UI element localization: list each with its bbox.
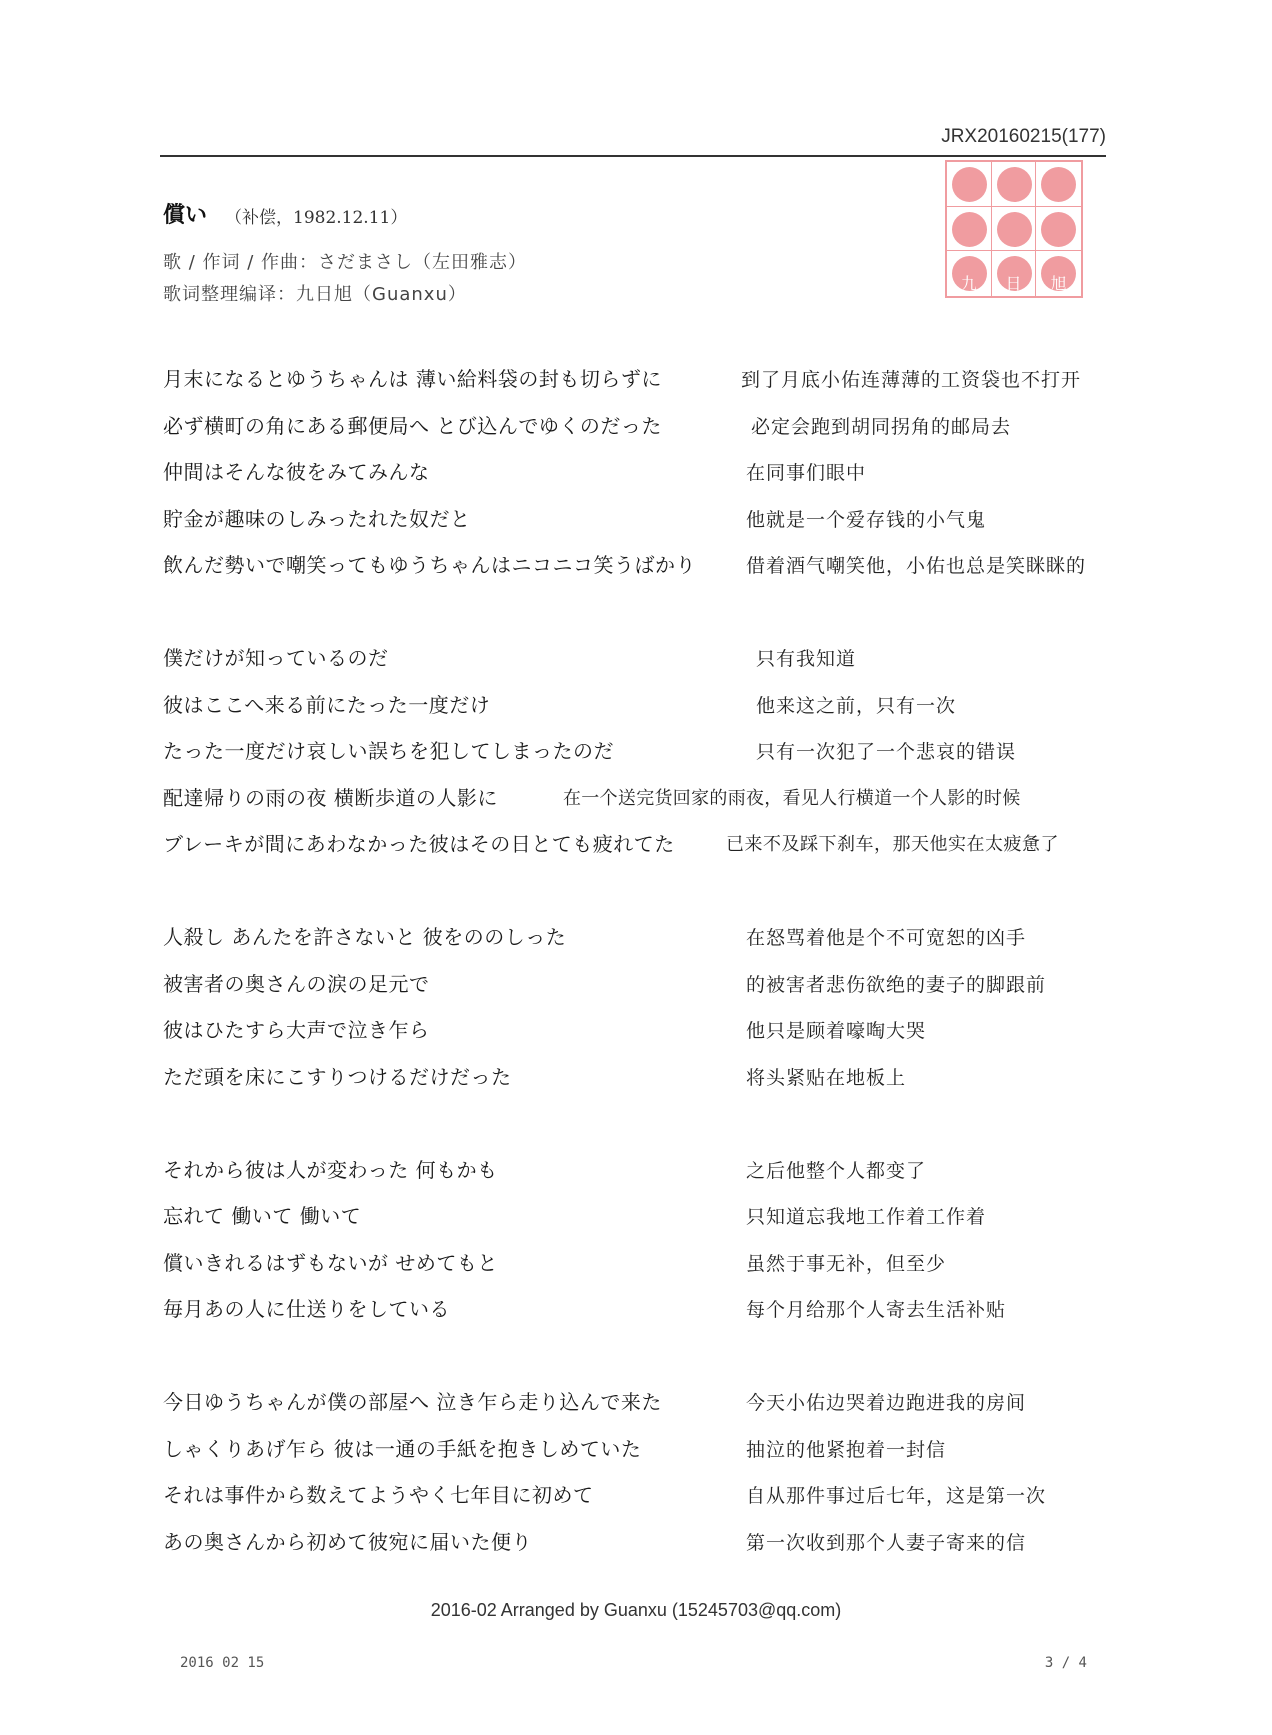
lyric-japanese: 僕だけが知っているのだ <box>163 646 389 670</box>
seal-cell <box>1036 251 1081 296</box>
lyric-line <box>163 1471 1103 1518</box>
seal-cell <box>1036 207 1081 252</box>
lyric-line <box>163 402 1103 449</box>
lyric-japanese: それは事件から数えてようやく七年目に初めて <box>163 1483 594 1507</box>
lyric-line <box>163 1378 1103 1425</box>
lyric-line <box>163 681 1103 728</box>
lyric-chinese: 已来不及踩下刹车，那天他实在太疲惫了 <box>726 834 1059 855</box>
lyric-line <box>163 1285 1103 1332</box>
seal-dot <box>1041 167 1076 202</box>
lyric-japanese: 彼はここへ来る前にたった一度だけ <box>163 692 491 717</box>
lyric-japanese: 月末になるとゆうちゃんは 薄い給料袋の封も切らずに <box>163 367 662 391</box>
seal-cell <box>947 207 992 252</box>
lyric-japanese: 人殺し あんたを許さないと 彼をののしった <box>163 925 567 949</box>
header-rule <box>160 155 1106 157</box>
lyric-chinese: 只知道忘我地工作着工作着 <box>746 1206 987 1228</box>
lyric-line <box>163 355 1103 402</box>
lyric-chinese: 必定会跑到胡同拐角的邮局去 <box>751 415 1012 438</box>
lyric-line <box>163 1425 1103 1472</box>
lyric-chinese: 在同事们眼中 <box>746 462 867 484</box>
lyric-line <box>163 1146 1103 1193</box>
lyric-japanese: 今日ゆうちゃんが僕の部屋へ 泣き乍ら走り込んで来た <box>163 1390 662 1414</box>
lyric-japanese: 必ず横町の角にある郵便局へ とび込んでゆくのだった <box>163 413 662 438</box>
lyric-chinese: 他只是顾着嚎啕大哭 <box>746 1020 927 1042</box>
lyric-line <box>163 913 1103 960</box>
seal-cell <box>992 251 1037 296</box>
lyric-line <box>163 1518 1103 1565</box>
lyric-japanese: 償いきれるはずもないが せめてもと <box>163 1250 498 1275</box>
seal-character: 九 <box>960 274 977 293</box>
lyric-chinese: 到了月底小佑连薄薄的工资袋也不打开 <box>741 369 1082 391</box>
stanza-gap <box>163 1099 1103 1146</box>
lyric-japanese: しゃくりあげ乍ら 彼は一通の手紙を抱きしめていた <box>163 1436 642 1461</box>
lyric-line <box>163 541 1103 588</box>
seal-dot <box>997 167 1032 202</box>
lyric-line <box>163 1053 1103 1100</box>
lyric-chinese: 只有我知道 <box>756 648 857 670</box>
footer-date: 2016 02 15 <box>180 1655 265 1671</box>
stanza-gap <box>163 867 1103 914</box>
seal-cell <box>947 162 992 207</box>
lyric-japanese: ブレーキが間にあわなかった彼はその日とても疲れてた <box>163 832 675 856</box>
seal-cell <box>1036 162 1081 207</box>
lyric-chinese: 的被害者悲伤欲绝的妻子的脚跟前 <box>746 973 1047 996</box>
lyric-japanese: たった一度だけ哀しい誤ちを犯してしまったのだ <box>163 739 614 763</box>
lyric-chinese: 每个月给那个人寄去生活补贴 <box>746 1299 1007 1321</box>
lyric-chinese: 在怒骂着他是个不可宽恕的凶手 <box>746 927 1027 949</box>
lyric-line <box>163 727 1103 774</box>
lyric-chinese: 自从那件事过后七年，这是第一次 <box>746 1485 1047 1507</box>
lyric-line <box>163 1192 1103 1239</box>
seal-cell <box>947 251 992 296</box>
seal-dot <box>952 167 987 202</box>
lyric-japanese: ただ頭を床にこすりつけるだけだった <box>163 1064 512 1089</box>
lyric-line <box>163 820 1103 867</box>
lyric-japanese: 配達帰りの雨の夜 横断歩道の人影に <box>163 785 498 810</box>
lyric-line <box>163 634 1103 681</box>
lyric-japanese: 被害者の奥さんの涙の足元で <box>163 971 430 996</box>
seal-stamp <box>945 160 1083 298</box>
lyric-chinese: 抽泣的他紧抱着一封信 <box>746 1438 947 1461</box>
song-credits: 歌 / 作词 / 作曲：さだまさし（左田雅志） <box>163 252 528 273</box>
song-subtitle: （补偿，1982.12.11） <box>225 208 408 228</box>
lyric-line <box>163 960 1103 1007</box>
stanza-gap <box>163 1332 1103 1379</box>
lyric-chinese: 今天小佑边哭着边跑进我的房间 <box>746 1392 1027 1414</box>
document-code: JRX20160215(177) <box>941 126 1106 147</box>
lyric-japanese: それから彼は人が変わった 何もかも <box>163 1157 498 1182</box>
lyric-japanese: 飲んだ勢いで嘲笑ってもゆうちゃんはニコニコ笑うばかり <box>163 553 696 577</box>
lyric-chinese: 在一个送完货回家的雨夜，看见人行横道一个人影的时候 <box>563 787 1021 809</box>
seal-cell <box>992 207 1037 252</box>
lyric-chinese: 之后他整个人都变了 <box>746 1159 927 1182</box>
lyric-line <box>163 495 1103 542</box>
lyric-line <box>163 774 1103 821</box>
lyric-japanese: あの奥さんから初めて彼宛に届いた便り <box>163 1529 532 1554</box>
page-number: 3 / 4 <box>1044 1655 1087 1671</box>
song-title: 償い <box>163 203 208 228</box>
seal-dot <box>997 212 1032 247</box>
lyric-japanese: 貯金が趣味のしみったれた奴だと <box>163 506 471 531</box>
lyric-line <box>163 1239 1103 1286</box>
stanza-gap <box>163 588 1103 635</box>
seal-cell <box>992 162 1037 207</box>
lyric-japanese: 彼はひたすら大声で泣き乍ら <box>163 1018 430 1042</box>
lyric-line <box>163 1006 1103 1053</box>
lyric-japanese: 毎月あの人に仕送りをしている <box>163 1297 450 1321</box>
arranger-credit: 2016-02 Arranged by Guanxu (15245703@qq.com) <box>430 1600 842 1620</box>
lyric-chinese: 将头紧贴在地板上 <box>746 1066 907 1089</box>
lyric-chinese: 借着酒气嘲笑他，小佑也总是笑眯眯的 <box>746 555 1087 577</box>
lyric-japanese: 忘れて 働いて 働いて <box>163 1204 362 1228</box>
lyric-line <box>163 448 1103 495</box>
lyric-chinese: 虽然于事无补，但至少 <box>746 1252 947 1275</box>
translation-credits: 歌词整理编译：九日旭（Guanxu） <box>163 284 467 305</box>
lyric-chinese: 只有一次犯了一个悲哀的错误 <box>756 741 1017 763</box>
lyric-chinese: 他就是一个爱存钱的小气鬼 <box>746 508 987 531</box>
seal-dot <box>952 212 987 247</box>
seal-character: 旭 <box>1050 274 1067 293</box>
lyric-japanese: 仲間はそんな彼をみてみんな <box>163 460 430 484</box>
lyric-chinese: 他来这之前，只有一次 <box>756 694 957 717</box>
lyrics-body <box>163 355 1103 1564</box>
seal-character: 日 <box>1005 274 1022 293</box>
lyric-chinese: 第一次收到那个人妻子寄来的信 <box>746 1531 1027 1554</box>
seal-dot <box>1041 212 1076 247</box>
